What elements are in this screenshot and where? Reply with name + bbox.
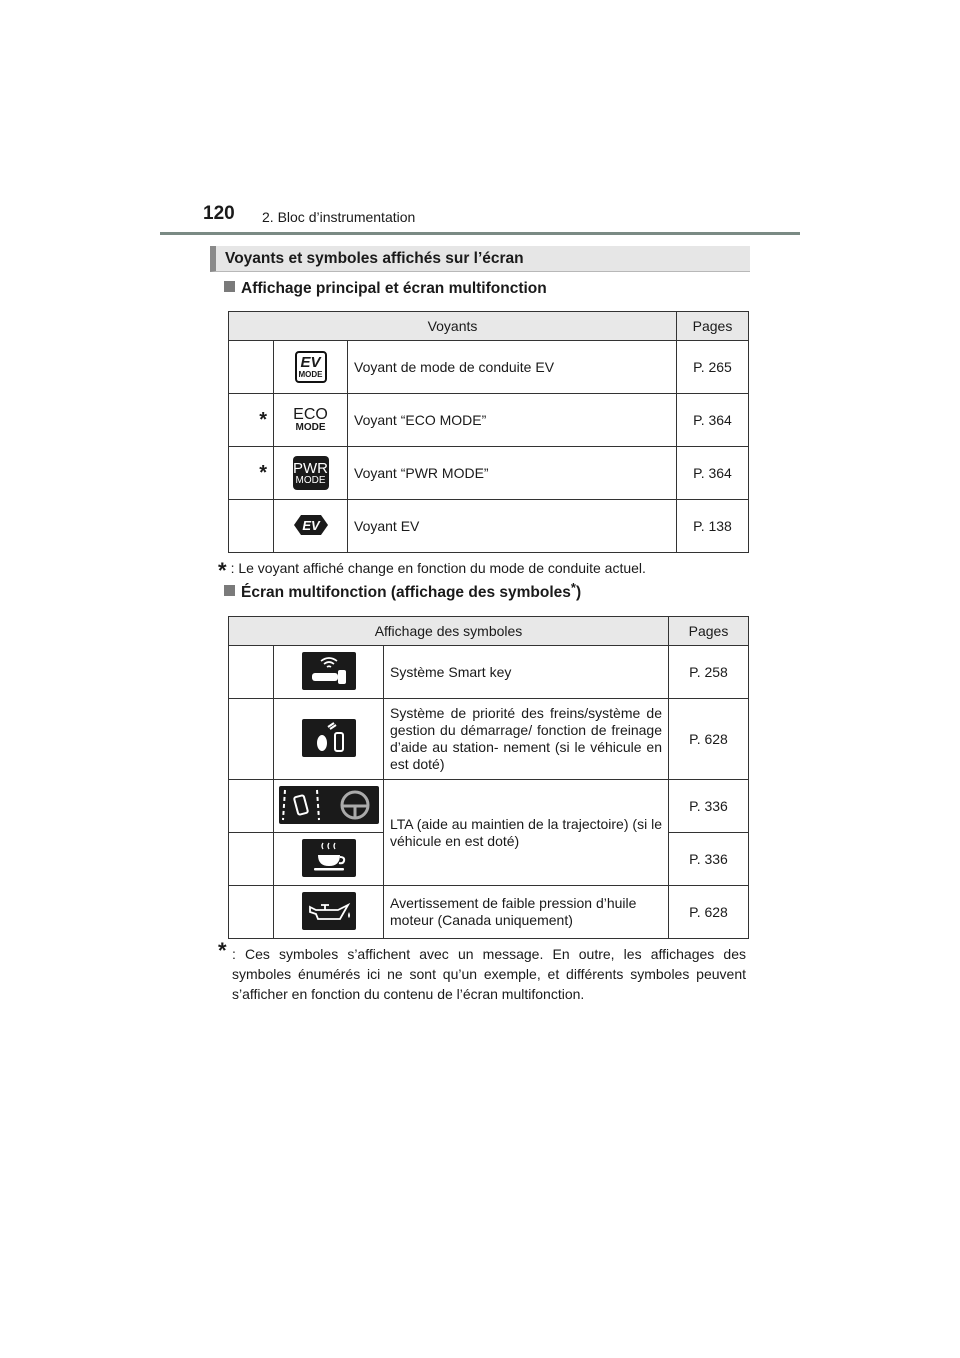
indicators-table xyxy=(228,311,749,553)
table-row xyxy=(229,699,749,780)
empty-cell xyxy=(229,886,274,939)
footnote-text: : Le voyant affiché change en fonction du mode de conduite actuel. xyxy=(230,560,646,576)
icon-cell xyxy=(274,447,348,500)
coffee-cup-icon xyxy=(302,839,356,877)
column-header-pages: Pages xyxy=(669,617,749,646)
smart-key-icon xyxy=(302,652,356,690)
lta-icon xyxy=(279,786,379,824)
table-row xyxy=(229,447,749,500)
footnote-marker: * xyxy=(229,447,274,500)
footnote-asterisk: * xyxy=(218,558,227,583)
table-header-row xyxy=(229,617,749,646)
square-bullet-icon xyxy=(224,281,235,292)
table-row xyxy=(229,886,749,939)
subsection-heading-main-display xyxy=(224,280,547,298)
icon-cell xyxy=(274,500,348,553)
icon-cell xyxy=(274,886,384,939)
column-header-symbols: Affichage des symboles xyxy=(229,617,669,646)
symbol-label: Avertissement de faible pression d’huile moteur (Canada uniquement) xyxy=(384,886,669,939)
subsection-title-close: ) xyxy=(575,584,582,601)
indicator-label: Voyant “PWR MODE” xyxy=(348,447,677,500)
footnote-marker: * xyxy=(570,580,576,595)
symbol-label: Système Smart key xyxy=(384,646,669,699)
page-reference: P. 336 xyxy=(669,833,749,886)
empty-cell xyxy=(229,646,274,699)
page-reference: P. 628 xyxy=(669,699,749,780)
icon-cell xyxy=(274,341,348,394)
ev-mode-icon: EV MODE xyxy=(295,351,327,383)
subsection-heading-multi-display xyxy=(224,580,582,602)
page-reference: P. 258 xyxy=(669,646,749,699)
icon-cell xyxy=(274,699,384,780)
symbol-label: Système de priorité des freins/système de gestion du démarrage/ fonction de freinage d’aide au station- nement (si le véhicule en est doté) xyxy=(384,699,669,780)
page-reference: P. 628 xyxy=(669,886,749,939)
icon-cell xyxy=(274,646,384,699)
subsection-title: Affichage principal et écran multifonction xyxy=(241,280,547,297)
page-reference: P. 364 xyxy=(677,394,749,447)
page-reference: P. 265 xyxy=(677,341,749,394)
table-row xyxy=(229,341,749,394)
page-reference: P. 336 xyxy=(669,780,749,833)
symbol-label: LTA (aide au maintien de la trajectoire) (si le véhicule en est doté) xyxy=(384,780,669,886)
empty-cell xyxy=(229,699,274,780)
footnote-text: : Ces symboles s’affichent avec un message. En outre, les affichages des symboles énumérés ici ne sont qu’un exemple, et différents symboles peuvent s’afficher en fonction du contenu de l’écran multifonction. xyxy=(232,946,746,1002)
table-row xyxy=(229,646,749,699)
page-reference: P. 138 xyxy=(677,500,749,553)
column-header-indicators: Voyants xyxy=(229,312,677,341)
section-title: Voyants et symboles affichés sur l’écran xyxy=(225,250,524,267)
symbols-table xyxy=(228,616,749,939)
footnote-2 xyxy=(218,938,746,1004)
eco-mode-icon: ECO MODE xyxy=(293,406,328,433)
column-header-pages: Pages xyxy=(677,312,749,341)
indicator-label: Voyant “ECO MODE” xyxy=(348,394,677,447)
table-row xyxy=(229,780,749,833)
table-row xyxy=(229,394,749,447)
header-rule xyxy=(160,232,800,235)
svg-text:EV: EV xyxy=(301,517,320,533)
icon-cell xyxy=(274,833,384,886)
empty-cell xyxy=(229,833,274,886)
pwr-mode-icon: PWR MODE xyxy=(293,456,329,490)
footnote-asterisk: * xyxy=(218,938,227,963)
footnote-marker: * xyxy=(229,394,274,447)
square-bullet-icon xyxy=(224,585,235,596)
chapter-title: 2. Bloc d’instrumentation xyxy=(262,209,416,225)
table-header-row xyxy=(229,312,749,341)
icon-cell xyxy=(274,394,348,447)
ev-indicator-icon xyxy=(291,512,331,538)
page-number: 120 xyxy=(203,203,235,224)
footnote-1 xyxy=(218,558,646,581)
table-row xyxy=(229,500,749,553)
footnote-marker xyxy=(229,341,274,394)
subsection-title: Écran multifonction (affichage des symboles xyxy=(241,584,571,601)
oil-pressure-icon xyxy=(302,892,356,930)
icon-cell xyxy=(274,780,384,833)
indicator-label: Voyant EV xyxy=(348,500,677,553)
section-title-bar xyxy=(210,246,750,272)
page-reference: P. 364 xyxy=(677,447,749,500)
brake-override-icon xyxy=(302,719,356,757)
indicator-label: Voyant de mode de conduite EV xyxy=(348,341,677,394)
empty-cell xyxy=(229,780,274,833)
footnote-marker xyxy=(229,500,274,553)
